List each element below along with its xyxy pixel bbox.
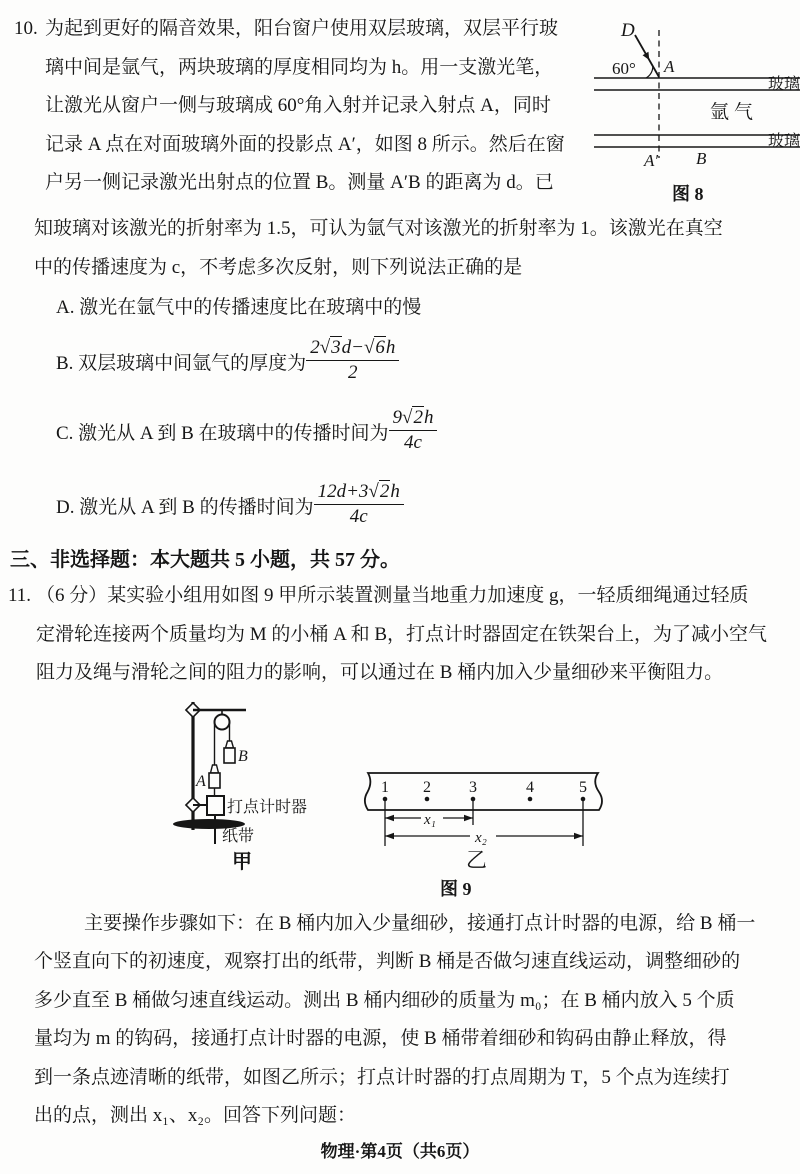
figure-9-tape bbox=[338, 745, 648, 875]
q11-number: 11. bbox=[8, 585, 32, 606]
para-line-4: 量均为 m 的钩码，接通打点计时器的电源，使 B 桶带着细砂和钩码由静止释放，得 bbox=[34, 1028, 727, 1049]
fig8-ray-arrowhead bbox=[643, 52, 653, 62]
fraction-denominator: 4c bbox=[404, 431, 422, 453]
q10-line-3: 让激光从窗户一侧与玻璃成 60°角入射并记录入射点 A，同时 bbox=[45, 95, 551, 116]
q10-option-a: A. 激光在氩气中的传播速度比在玻璃中的慢 bbox=[56, 297, 422, 318]
fig9-point-3: 3 bbox=[469, 778, 477, 796]
fraction-numerator: 2√3d−√6h bbox=[306, 337, 399, 360]
fig8-angle-arc bbox=[646, 67, 653, 79]
q11-line-1 bbox=[0, 577, 800, 616]
para-line-2: 个竖直向下的初速度，观察打出的纸带，判断 B 桶是否做匀速直线运动，调整细砂的 bbox=[34, 951, 741, 972]
q10-option-b-fraction bbox=[306, 337, 399, 383]
q10-option-d-label: D. 激光从 A 到 B 的传播时间为 bbox=[56, 496, 314, 518]
q10-block bbox=[0, 0, 800, 210]
fraction-denominator: 2 bbox=[348, 361, 358, 383]
figure-9 bbox=[0, 693, 800, 905]
fig9-bucket-b-label: B bbox=[238, 747, 248, 765]
fig9-point-1: 1 bbox=[381, 778, 389, 796]
fig8-ray-label: D bbox=[621, 20, 635, 41]
page-footer: 物理·第4页（共6页） bbox=[320, 1141, 480, 1161]
fig8-glass-bottom-label: 玻璃 bbox=[768, 133, 800, 150]
q10-option-b bbox=[0, 333, 800, 389]
q10-line-1 bbox=[14, 10, 588, 49]
q10-option-c-label: C. 激光从 A 到 B 在玻璃中的传播时间为 bbox=[56, 422, 389, 444]
q10-option-b-label: B. 双层玻璃中间氩气的厚度为 bbox=[56, 352, 307, 374]
fig9-tape-label: 纸带 bbox=[222, 827, 255, 845]
section-heading: 三、非选择题：本大题共 5 小题，共 57 分。 bbox=[10, 549, 400, 571]
para-line-3: 多少直至 B 桶做匀速直线运动。测出 B 桶内细砂的质量为 m₀；在 B 桶内放入 5 个质 bbox=[34, 989, 735, 1011]
fig9-bucket-a-label: A bbox=[196, 772, 206, 790]
fig9-bucket-a bbox=[209, 773, 220, 788]
fig9-x1-arrowhead-left bbox=[385, 814, 394, 820]
para-line-1: 主要操作步骤如下：在 B 桶内加入少量细砂，接通打点计时器的电源，给 B 桶一 bbox=[84, 912, 756, 934]
fig9-x1-label: x₁ bbox=[424, 811, 436, 828]
fig9-dot-5 bbox=[581, 796, 586, 801]
q11-line-3: 阻力及绳与滑轮之间的阻力的影响，可以通过在 B 桶内加入少量细砂来平衡阻力。 bbox=[36, 662, 724, 683]
q10-line-4: 记录 A 点在对面玻璃外面的投影点 A′，如图 8 所示。然后在窗 bbox=[45, 133, 565, 155]
fig9-bucket-a-neck bbox=[211, 765, 219, 773]
fig8-point-a-label: A bbox=[664, 57, 675, 76]
figure-8-diagram bbox=[588, 10, 800, 210]
fig9-tape-outline bbox=[365, 773, 602, 810]
fig8-angle-label: 60° bbox=[612, 59, 636, 78]
figure-9-caption: 图 9 bbox=[440, 878, 472, 899]
q10-option-c-fraction bbox=[389, 407, 438, 453]
fig9-timer-label: 打点计时器 bbox=[227, 798, 308, 816]
fig9-dot-2 bbox=[425, 796, 430, 801]
fig9-bucket-b bbox=[224, 748, 235, 763]
fig9-x1-arrowhead-right bbox=[464, 814, 473, 820]
q10-option-d-fraction bbox=[314, 481, 404, 527]
q10-line-2: 璃中间是氩气，两块玻璃的厚度相同均为 h。用一支激光笔， bbox=[45, 56, 554, 78]
fraction-numerator: 12d+3√2h bbox=[314, 481, 404, 504]
fig8-point-a-prime-label: A′ bbox=[644, 151, 659, 170]
q11-line-2: 定滑轮连接两个质量均为 M 的小桶 A 和 B，打点计时器固定在铁架台上，为了减小空气 bbox=[36, 623, 767, 645]
fig9-x2-arrowhead-right bbox=[574, 832, 583, 838]
fig8-point-b-label: B bbox=[696, 149, 707, 168]
fig8-glass-top-label: 玻璃 bbox=[768, 76, 800, 93]
q10-line-5: 户另一侧记录激光出射点的位置 B。测量 A′B 的距离为 d。已 bbox=[45, 172, 554, 193]
fig9-pulley bbox=[215, 714, 230, 729]
fig8-caption: 图 8 bbox=[672, 184, 704, 204]
q10-number: 10. bbox=[14, 18, 38, 39]
fig9-x2-label: x₂ bbox=[475, 829, 487, 846]
para-line-5: 到一条点迹清晰的纸带，如图乙所示；打点计时器的打点周期为 T，5 个点为连续打 bbox=[34, 1066, 730, 1088]
fig8-gas-label: 氩气 bbox=[710, 102, 759, 123]
para-line-6: 出的点，测出 x₁、x₂。回答下列问题： bbox=[34, 1105, 356, 1126]
q10-option-c bbox=[0, 401, 800, 461]
fig9-dot-3 bbox=[471, 796, 476, 801]
fig9-bucket-b-neck bbox=[226, 741, 234, 748]
fraction-denominator: 4c bbox=[349, 505, 368, 527]
fig9-left-caption: 甲 bbox=[232, 850, 252, 873]
figure-9-apparatus bbox=[148, 693, 338, 888]
q11-procedure bbox=[0, 905, 800, 1136]
q10-line-7: 中的传播速度为 c，不考虑多次反射，则下列说法正确的是 bbox=[34, 256, 523, 278]
q10-text-column bbox=[0, 10, 588, 210]
fig9-point-2: 2 bbox=[423, 778, 431, 796]
q11-line-1-text: （6 分）某实验小组用如图 9 甲所示装置测量当地重力加速度 g，一轻质细绳通过轻质 bbox=[36, 585, 749, 606]
fig9-dot-1 bbox=[383, 796, 388, 801]
fig9-timer-box bbox=[207, 796, 224, 815]
fig9-point-5: 5 bbox=[579, 778, 587, 796]
fraction-numerator: 9√2h bbox=[389, 407, 438, 430]
q10-option-d bbox=[0, 475, 800, 535]
fig9-x2-arrowhead-left bbox=[385, 832, 394, 838]
fig9-point-4: 4 bbox=[526, 778, 534, 796]
figure-8 bbox=[588, 10, 800, 210]
q10-line-1-text: 为起到更好的隔音效果，阳台窗户使用双层玻璃，双层平行玻 bbox=[45, 18, 559, 39]
fig9-right-caption: 乙 bbox=[466, 847, 487, 872]
q10-line-6: 知玻璃对该激光的折射率为 1.5，可认为氩气对该激光的折射率为 1。该激光在真空 bbox=[34, 218, 723, 239]
fig9-dot-4 bbox=[528, 796, 533, 801]
